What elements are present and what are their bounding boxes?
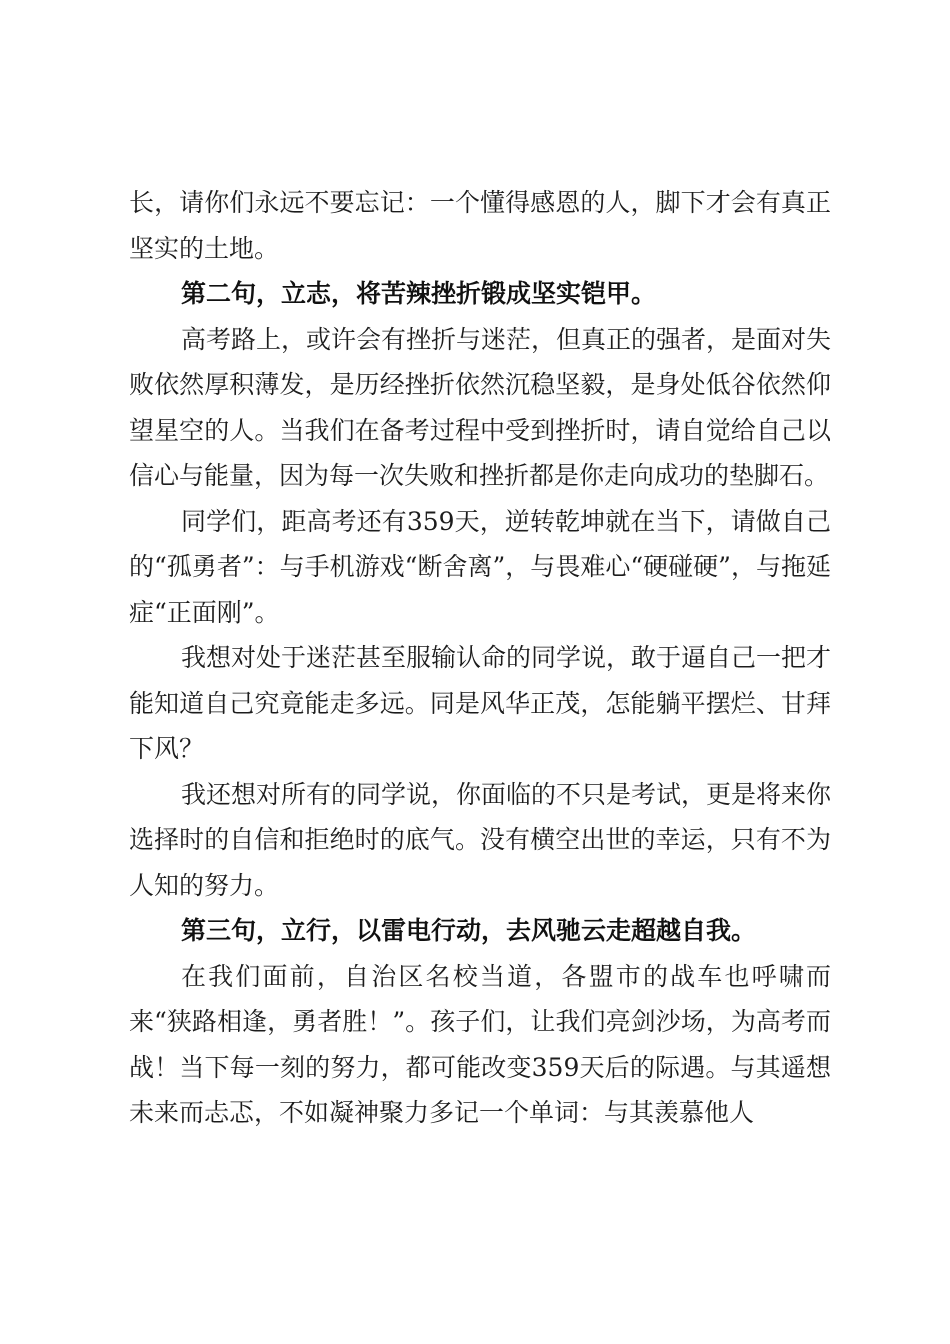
- paragraph-push-yourself: 我想对处于迷茫甚至服输认命的同学说，敢于逼自己一把才能知道自己究竟能走多远。同是风华正茂，怎能躺平摆烂、甘拜下风？: [129, 643, 832, 763]
- paragraph-action: 在我们面前，自治区名校当道，各盟市的战车也呼啸而来“狭路相逢，勇者胜！”。孩子们，让我们亮剑沙场，为高考而战！当下每一刻的努力，都可能改变359天后的际遇。与其遥想未来而忐忑，不如凝神聚力多记一个单词：与其羡慕他人: [129, 961, 831, 1127]
- section-heading-third: 第三句，立行，以雷电行动，去风驰云走超越自我。: [181, 916, 757, 945]
- paragraph-setbacks: 高考路上，或许会有挫折与迷茫，但真正的强者，是面对失败依然厚积薄发，是历经挫折依然沉稳坚毅，是身处低谷依然仰望星空的人。当我们在备考过程中受到挫折时，请自觉给自己以信心与能量，因为每一次失败和挫折都是你走向成功的垫脚石。: [129, 324, 832, 490]
- paragraph-countdown: 同学们，距高考还有359天，逆转乾坤就在当下，请做自己的“孤勇者”：与手机游戏“断舍离”，与畏难心“硬碰硬”，与拖延症“正面刚”。: [129, 506, 831, 627]
- paragraph-confidence: 我还想对所有的同学说，你面临的不只是考试，更是将来你选择时的自信和拒绝时的底气。没有横空出世的幸运，只有不为人知的努力。: [129, 779, 832, 900]
- paragraph-continuation: 长，请你们永远不要忘记：一个懂得感恩的人，脚下才会有真正坚实的土地。: [129, 188, 831, 263]
- document-body: [129, 180, 831, 1136]
- section-heading-second: 第二句，立志，将苦辣挫折锻成坚实铠甲。: [181, 279, 657, 308]
